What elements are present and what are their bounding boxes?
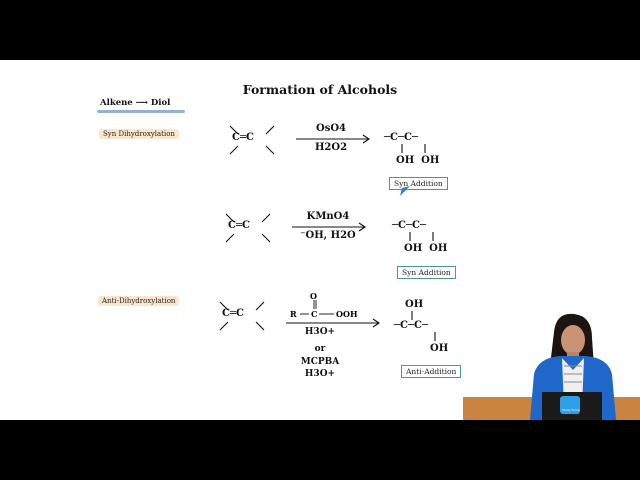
slide-title: Formation of Alcohols xyxy=(242,82,398,97)
peracid-r-group: R xyxy=(290,309,297,319)
heading-alkene-diol xyxy=(100,98,170,108)
product-bonds-1 xyxy=(398,144,438,154)
heading-underline xyxy=(97,110,185,113)
lecture-slide xyxy=(0,60,640,420)
result-syn-addition-1: Syn Addition xyxy=(389,177,448,190)
reagent-osmium-tetroxide: OsO4 xyxy=(315,123,346,134)
product-chain-3: ─C─C─ xyxy=(394,320,428,331)
product-chain-2: ─C─C─ xyxy=(392,220,426,231)
alkene-structure-3 xyxy=(212,298,272,340)
heading-diol: Diol xyxy=(150,98,171,108)
product-oh-bottom: OH xyxy=(430,343,449,354)
peracid-carbon: C xyxy=(311,309,318,319)
product-bonds-2 xyxy=(406,232,446,242)
product-bond-bottom xyxy=(431,332,441,342)
reagent-or: or xyxy=(314,344,326,354)
reagent-permanganate: KMnO4 xyxy=(306,211,350,222)
product-oh-groups-1: OH OH xyxy=(396,155,440,166)
badge-study-force: Study Force xyxy=(562,408,580,412)
alkene-structure-1 xyxy=(222,122,282,164)
product-chain-1: ─C─C─ xyxy=(384,132,418,143)
alkene-structure-2 xyxy=(218,210,278,252)
cursor-pointer-icon xyxy=(398,184,412,198)
tag-syn-dihydroxylation: Syn Dihydroxylation xyxy=(99,129,179,139)
result-anti-addition: Anti-Addition xyxy=(401,365,461,378)
alkene-label-2: C═C xyxy=(228,220,250,231)
peracid-ooh: OOH xyxy=(336,309,358,319)
presenter-figure xyxy=(520,308,620,420)
heading-alkene: Alkene xyxy=(100,98,133,108)
reagent-hydrogen-peroxide: H2O2 xyxy=(314,142,348,153)
alkene-label-3: C═C xyxy=(222,308,244,319)
reagent-mcpba: MCPBA xyxy=(300,357,340,367)
peracid-bonds xyxy=(298,310,338,318)
alkene-label-1: C═C xyxy=(232,132,254,143)
tag-anti-dihydroxylation: Anti-Dihydroxylation xyxy=(98,296,179,306)
result-syn-addition-2: Syn Addition xyxy=(397,266,456,279)
product-oh-top: OH xyxy=(405,299,424,310)
arrow-icon: ⟶ xyxy=(135,98,151,108)
reagent-hydronium-2: H3O+ xyxy=(304,369,336,379)
product-oh-groups-2: OH OH xyxy=(404,243,448,254)
reagent-hydroxide-water: ⁻OH, H2O xyxy=(300,230,356,241)
letterbox-bottom xyxy=(0,420,640,480)
reagent-hydronium-1: H3O+ xyxy=(304,327,336,337)
peracid-carbonyl-o: O xyxy=(310,291,317,301)
letterbox-top xyxy=(0,0,640,60)
